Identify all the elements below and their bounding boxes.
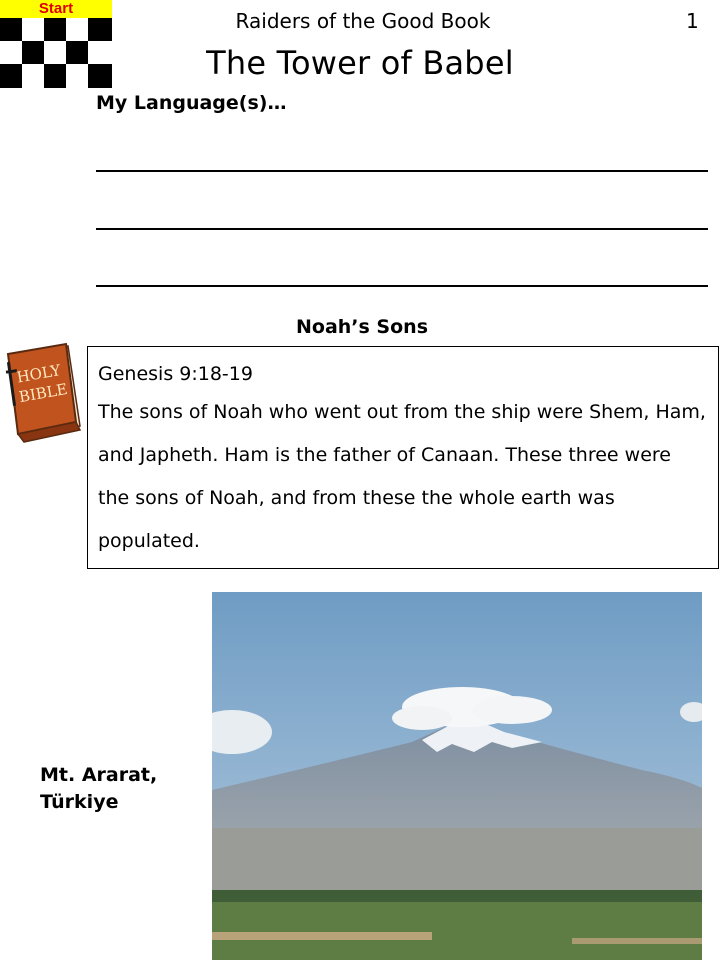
bible-label-1: HOLY (15, 361, 63, 387)
scripture-reference: Genesis 9:18-19 (98, 363, 253, 385)
language-prompt: My Language(s)… (96, 92, 287, 114)
page-number: 1 (686, 9, 699, 33)
photo-caption (40, 762, 157, 816)
answer-line-2[interactable] (96, 228, 708, 230)
start-label: Start (0, 0, 112, 18)
series-title: Raiders of the Good Book (235, 9, 491, 33)
answer-line-3[interactable] (96, 285, 708, 287)
answer-line-1[interactable] (96, 170, 708, 172)
start-flag (0, 0, 112, 88)
scripture-box (87, 346, 719, 569)
mount-ararat-photo (212, 592, 702, 960)
page-title: The Tower of Babel (206, 44, 514, 82)
caption-line-1: Mt. Ararat, (40, 764, 158, 786)
scripture-passage: The sons of Noah who went out from the ship were Shem, Ham, and Japheth. Ham is the father of Canaan. These three were the sons of Noah, and from these the whole earth was populated. (98, 401, 706, 552)
holy-bible-icon (4, 342, 84, 446)
bible-label-2: BIBLE (17, 379, 69, 407)
checkered-flag-icon (0, 18, 112, 88)
section-heading: Noah’s Sons (295, 316, 429, 338)
caption-line-2: Türkiye (40, 791, 119, 813)
